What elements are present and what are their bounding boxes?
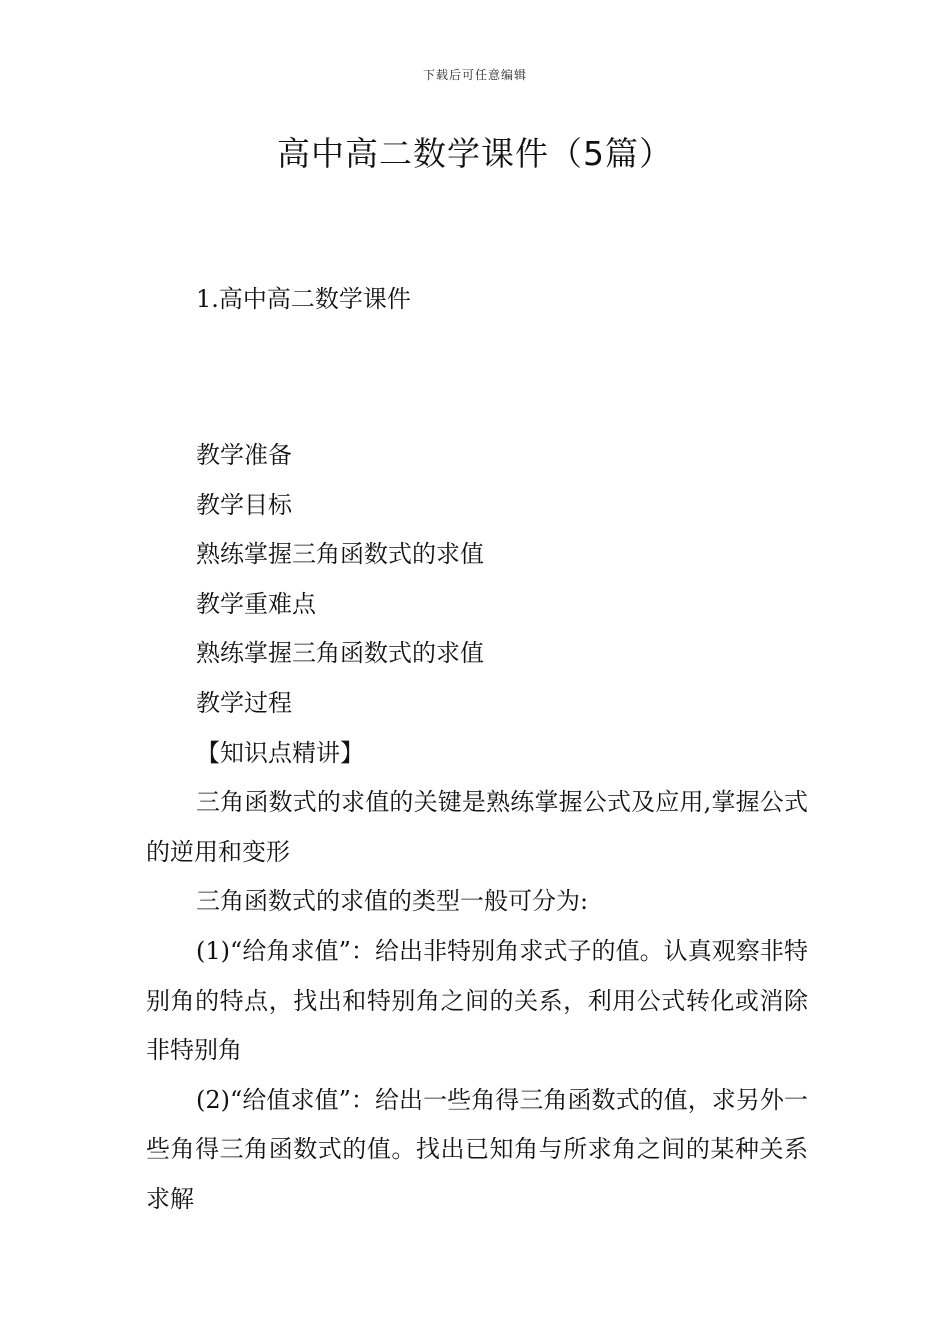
header-note: 下载后可任意编辑 bbox=[422, 68, 527, 82]
body-line-key-points: 教学重难点 bbox=[196, 589, 316, 618]
paragraph-key-idea: 三角函数式的求值的关键是熟练掌握公式及应用,掌握公式的逆用和变形 bbox=[146, 788, 808, 866]
paragraph-types-intro: 三角函数式的求值的类型一般可分为: bbox=[196, 887, 589, 916]
body-line-teaching-process: 教学过程 bbox=[196, 688, 292, 717]
document-title: 高中高二数学课件（5篇） bbox=[277, 134, 673, 173]
paragraph-type-1: (1)“给角求值”：给出非特别角求式子的值。认真观察非特别角的特点，找出和特别角之间的关系，利用公式转化或消除非特别角 bbox=[146, 936, 808, 1065]
section-heading: 1.高中高二数学课件 bbox=[196, 285, 411, 313]
body-line-teaching-goals: 教学目标 bbox=[196, 490, 292, 519]
body-line-teaching-preparation: 教学准备 bbox=[196, 441, 292, 469]
document-body bbox=[146, 431, 808, 1225]
body-line-goal-text: 熟练掌握三角函数式的求值 bbox=[196, 540, 484, 569]
body-line-key-points-text: 熟练掌握三角函数式的求值 bbox=[196, 639, 484, 668]
body-line-knowledge-heading: 【知识点精讲】 bbox=[196, 738, 364, 767]
paragraph-type-2: (2)“给值求值”：给出一些角得三角函数式的值，求另外一些角得三角函数式的值。找出已知角与所求角之间的某种关系求解 bbox=[146, 1085, 808, 1213]
